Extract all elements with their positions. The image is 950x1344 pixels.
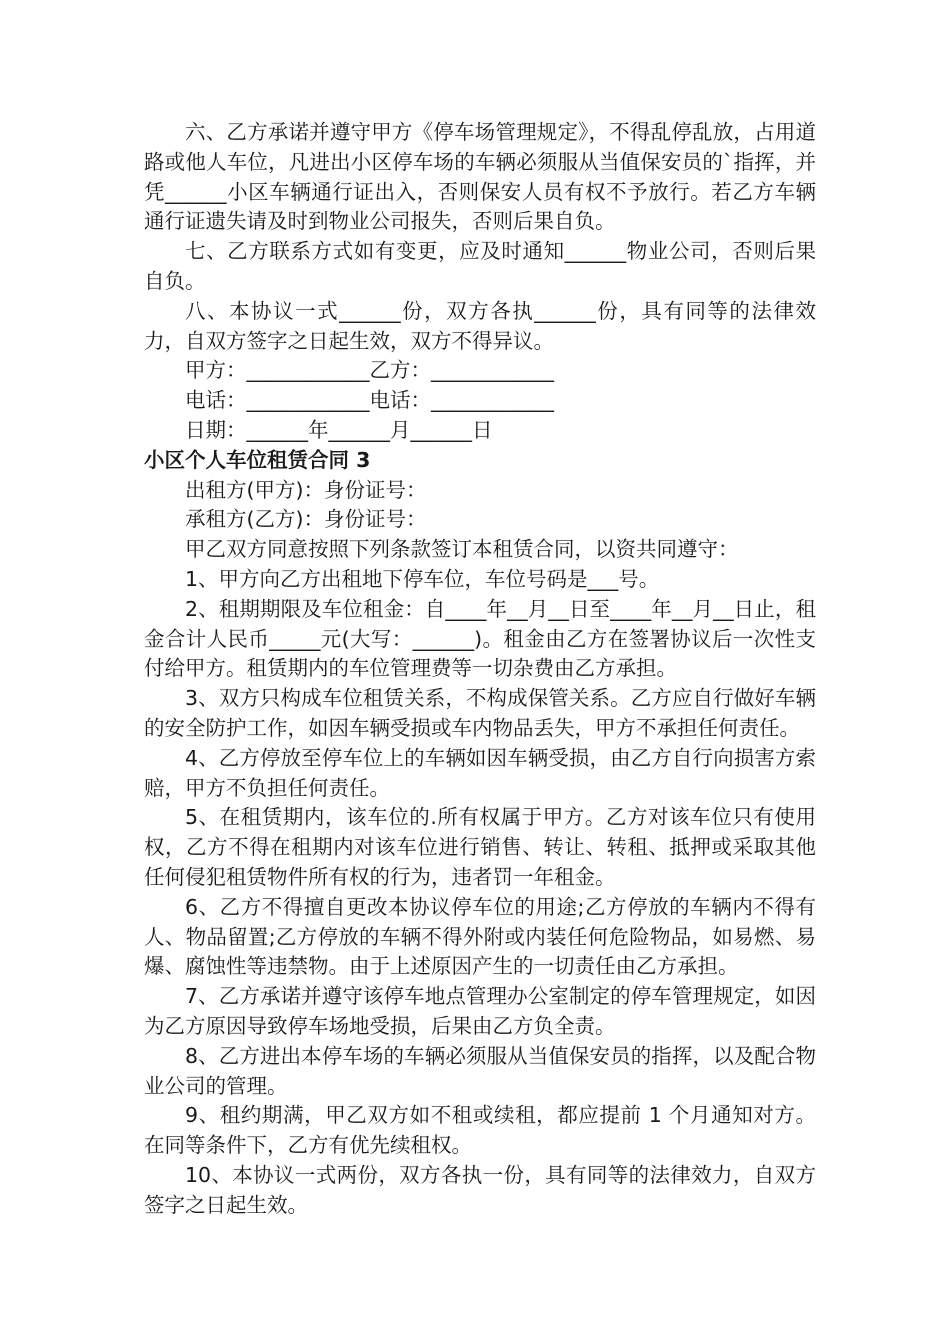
signature-date-line: 日期：______年______月______日	[185, 417, 493, 442]
contract-clause: 4、乙方停放至停车位上的车辆如因车辆受损，由乙方自行向损害方索赔，甲方不负担任何责任。	[144, 745, 816, 800]
lessor-line: 出租方(甲方)：身份证号：	[185, 477, 427, 502]
clause-6: 六、乙方承诺并遵守甲方《停车场管理规定》，不得乱停乱放，占用道路或他人车位，凡进出小区停车场的车辆必须服从当值保安员的`指挥，并凭______小区车辆通行证出入，否则保安人员有权不予放行。若乙方车辆通行证遗失请及时到物业公司报失，否则后果自负。	[144, 120, 816, 234]
contract-clause: 1、甲方向乙方出租地下停车位，车位号码是___号。	[185, 566, 660, 591]
contract-clause: 5、在租赁期内，该车位的.所有权属于甲方。乙方对该车位只有使用权，乙方不得在租期内对该车位进行销售、转让、转租、抵押或采取其他任何侵犯租赁物件所有权的行为，违者罚一年租金。	[144, 805, 816, 889]
contract-clause: 10、本协议一式两份，双方各执一份，具有同等的法律效力，自双方签字之日起生效。	[144, 1162, 816, 1217]
contract-clause: 7、乙方承诺并遵守该停车地点管理办公室制定的停车管理规定，如因为乙方原因导致停车场地受损，后果由乙方负全责。	[144, 984, 816, 1038]
contract-clause: 8、乙方进出本停车场的车辆必须服从当值保安员的指挥，以及配合物业公司的管理。	[144, 1043, 816, 1098]
contract-clause: 6、乙方不得擅自更改本协议停车位的用途;乙方停放的车辆内不得有人、物品留置;乙方停放的车辆不得外附或内装任何危险物品，如易燃、易爆、腐蚀性等违禁物。由于上述原因产生的一切责任由乙方承担。	[144, 894, 816, 979]
clause-7: 七、乙方联系方式如有变更，应及时通知______物业公司，否则后果自负。	[144, 239, 816, 293]
document-body	[144, 118, 816, 1220]
signature-phone-line: 电话：____________电话：____________	[185, 388, 554, 413]
contract-clause: 3、双方只构成车位租赁关系，不构成保管关系。乙方应自行做好车辆的安全防护工作，如因车辆受损或车内物品丢失，甲方不承担任何责任。	[144, 686, 816, 740]
contract-clause: 2、租期期限及车位租金：自____年__月__日至____年__月__日止，租金合计人民币_____元(大写：______)。租金由乙方在签署协议后一次性支付给甲方。租赁期内的车位管理费等一切杂费由乙方承担。	[144, 596, 816, 681]
signature-party-line: 甲方：____________乙方：____________	[185, 358, 554, 383]
clause-8: 八、本协议一式______份，双方各执______份，具有同等的法律效力，自双方签字之日起生效，双方不得异议。	[144, 298, 816, 353]
contract-clause: 9、租约期满，甲乙双方如不租或续租，都应提前 1 个月通知对方。在同等条件下，乙方有优先续租权。	[144, 1103, 816, 1158]
section-title: 小区个人车位租赁合同 3	[144, 447, 371, 472]
lessee-line: 承租方(乙方)：身份证号：	[185, 507, 427, 532]
intro-paragraph: 甲乙双方同意按照下列条款签订本租赁合同，以资共同遵守：	[185, 537, 739, 562]
